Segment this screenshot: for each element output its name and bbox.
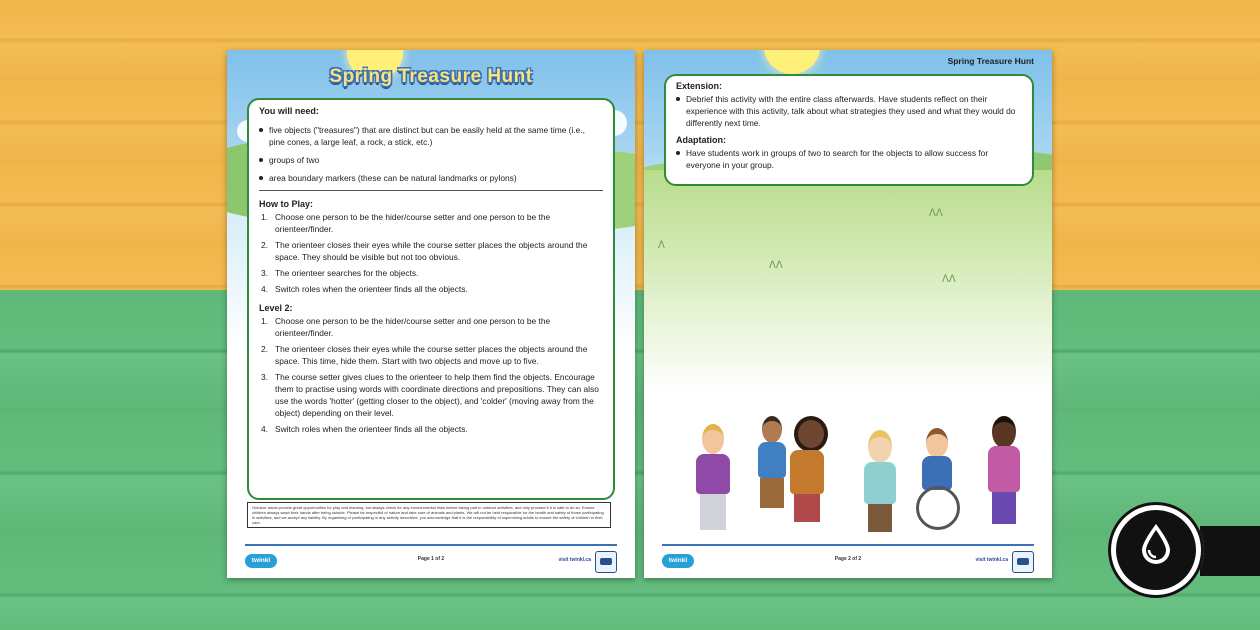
worksheet-page-1 [227, 50, 635, 578]
safety-disclaimer: Outdoor areas provide great opportunities for play and learning, but always check for any environmental risks before taking part in outdoor activities, and only proceed if it is safe to do so. Ensure children always wash their hands after being outside. Please be respectful of nature and take care of animals and plants. We will not be held responsible for the health and safety of those participating in activities, and we accept any liability. By organising or participating in any activity described, you acknowledge that it is the responsibility of supervising adults to ensure the safety of children in their care. [247, 502, 611, 528]
step-number: 4. [261, 424, 268, 434]
step-text: The orienteer closes their eyes while the course setter places the objects around the space. They should be visible but not too obvious. [275, 240, 588, 262]
grass-tuft-icon: ᐱᐱ [769, 260, 783, 271]
page-footer [227, 542, 635, 578]
extension-heading: Extension: [676, 81, 723, 91]
step-number: 3. [261, 268, 268, 278]
child-in-wheelchair [914, 428, 976, 534]
list-item: Have students work in groups of two to search for the objects to allow success for everyone in your group. [676, 147, 1022, 171]
curriculum-badge-icon [1012, 551, 1034, 573]
step-number: 1. [261, 316, 268, 326]
extension-list [676, 93, 1022, 129]
twinkl-logo: twinkl [245, 554, 277, 568]
you-will-need-heading: You will need: [259, 106, 319, 116]
section-divider [259, 190, 603, 191]
ink-tool-button[interactable] [1108, 502, 1204, 598]
curriculum-badge-icon [595, 551, 617, 573]
page-footer [644, 542, 1052, 578]
footer-rule [245, 544, 617, 546]
step-text: Switch roles when the orienteer finds all the objects. [275, 424, 468, 434]
list-item: Debrief this activity with the entire class afterwards. Have students reflect on their experience with this activity, talk about what strategies they used and what they would do differently next time. [676, 93, 1022, 129]
step-number: 3. [261, 372, 268, 382]
list-item [259, 343, 603, 367]
footer-rule [662, 544, 1034, 546]
website-link[interactable]: visit twinkl.ca [558, 557, 591, 563]
step-number: 2. [261, 240, 268, 250]
extension-adaptation-box [664, 74, 1034, 186]
list-item: area boundary markers (these can be natural landmarks or pylons) [259, 172, 603, 184]
step-text: The orienteer searches for the objects. [275, 268, 419, 278]
ink-drop-icon [1142, 524, 1170, 564]
grass-tuft-icon: ᐱᐱ [929, 208, 943, 219]
how-to-play-steps [259, 211, 603, 295]
list-item [259, 239, 603, 263]
child-figure [980, 416, 1030, 534]
grass-field [644, 170, 1052, 390]
page-number: Page 1 of 2 [417, 556, 445, 562]
list-item [259, 267, 603, 279]
instructions-box [247, 98, 615, 500]
worksheet-page-2 [644, 50, 1052, 578]
how-to-play-heading: How to Play: [259, 199, 314, 209]
adaptation-list [676, 147, 1022, 171]
step-text: The orienteer closes their eyes while the course setter places the objects around the space. This time, hide them. Start with two objects and move up to five. [275, 344, 588, 366]
list-item: five objects ("treasures") that are distinct but can be easily held at the same time (i.e., pine cones, a large leaf, a rock, a stick, etc.) [259, 124, 603, 148]
child-figure [684, 424, 740, 534]
grass-tuft-icon: ᐱᐱ [942, 274, 956, 285]
step-text: The course setter gives clues to the orienteer to help them find the objects. Encourage them to practise using words with coordinate directions and prepositions. They can also use the words 'hotter' (getting closer to the object), and 'colder' (moving away from the object) depending on their level. [275, 372, 599, 418]
list-item [259, 315, 603, 339]
materials-list [259, 124, 603, 184]
twinkl-logo: twinkl [662, 554, 694, 568]
step-number: 1. [261, 212, 268, 222]
step-text: Choose one person to be the hider/course setter and one person to be the orienteer/finder. [275, 316, 551, 338]
list-item [259, 283, 603, 295]
page-header: Spring Treasure Hunt [947, 56, 1034, 66]
list-item [259, 211, 603, 235]
level-2-steps [259, 315, 603, 435]
list-item: groups of two [259, 154, 603, 166]
step-text: Choose one person to be the hider/course setter and one person to be the orienteer/finder. [275, 212, 551, 234]
grass-tuft-icon: ᐱ [658, 240, 665, 251]
step-number: 2. [261, 344, 268, 354]
page-number: Page 2 of 2 [834, 556, 862, 562]
worksheet-title: Spring Treasure Hunt [329, 66, 533, 87]
list-item [259, 371, 603, 419]
website-link[interactable]: visit twinkl.ca [975, 557, 1008, 563]
level-2-heading: Level 2: [259, 303, 293, 313]
adaptation-heading: Adaptation: [676, 135, 726, 145]
child-figure [854, 430, 906, 534]
step-number: 4. [261, 284, 268, 294]
tool-tab [1200, 526, 1260, 576]
ink-tool-inner [1116, 510, 1196, 590]
step-text: Switch roles when the orienteer finds all the objects. [275, 284, 468, 294]
child-figure [782, 416, 832, 534]
list-item [259, 423, 603, 435]
